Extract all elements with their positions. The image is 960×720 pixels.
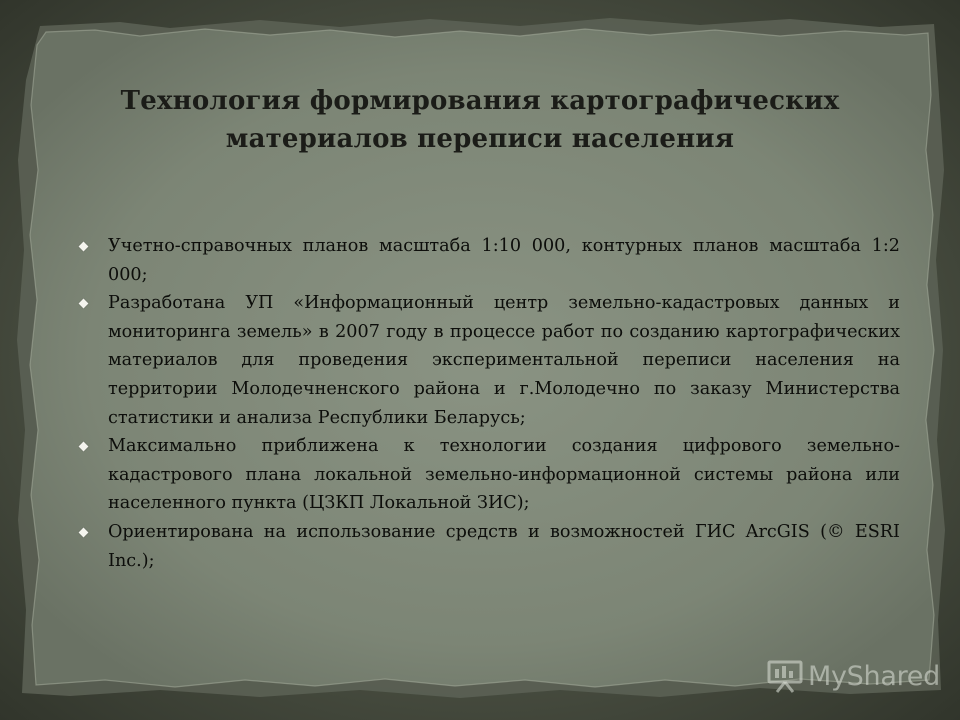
diamond-bullet-icon [79,442,89,452]
diamond-bullet-icon [79,299,89,309]
bullet-item [78,432,900,518]
diamond-bullet-icon [79,242,89,252]
bullet-list [78,232,900,575]
bullet-text: Ориентирована на использование средств и возможностей ГИС ArcGIS (© ESRI Inc.); [108,521,900,571]
bullet-item [78,518,900,575]
bullet-item [78,232,900,289]
bullet-text: Разработана УП «Информационный центр земельно-кадастровых данных и мониторинга земель» в 2007 году в процессе работ по созданию картографических материалов для проведения экспериментальной переписи населения на территории Молодечненского района и г.Молодечно по заказу Министерства статистики и анализа Республики Беларусь; [108,293,900,428]
myshared-watermark [766,654,940,698]
watermark-text: MyShared [808,660,940,692]
slide-title [90,82,870,158]
presentation-board-icon [766,658,804,694]
diamond-bullet-icon [79,527,89,537]
bullet-text: Максимально приближена к технологии создания цифрового земельно-кадастрового плана локальной земельно-информационной системы района или населенного пункта (ЦЗКП Локальной ЗИС); [108,436,900,514]
slide-title-line-2: материалов переписи населения [225,124,735,154]
bullet-text: Учетно-справочных планов масштаба 1:10 000, контурных планов масштаба 1:2 000; [108,236,900,285]
bullet-item [78,289,900,432]
slide-title-line-1: Технология формирования картографических [120,86,840,116]
